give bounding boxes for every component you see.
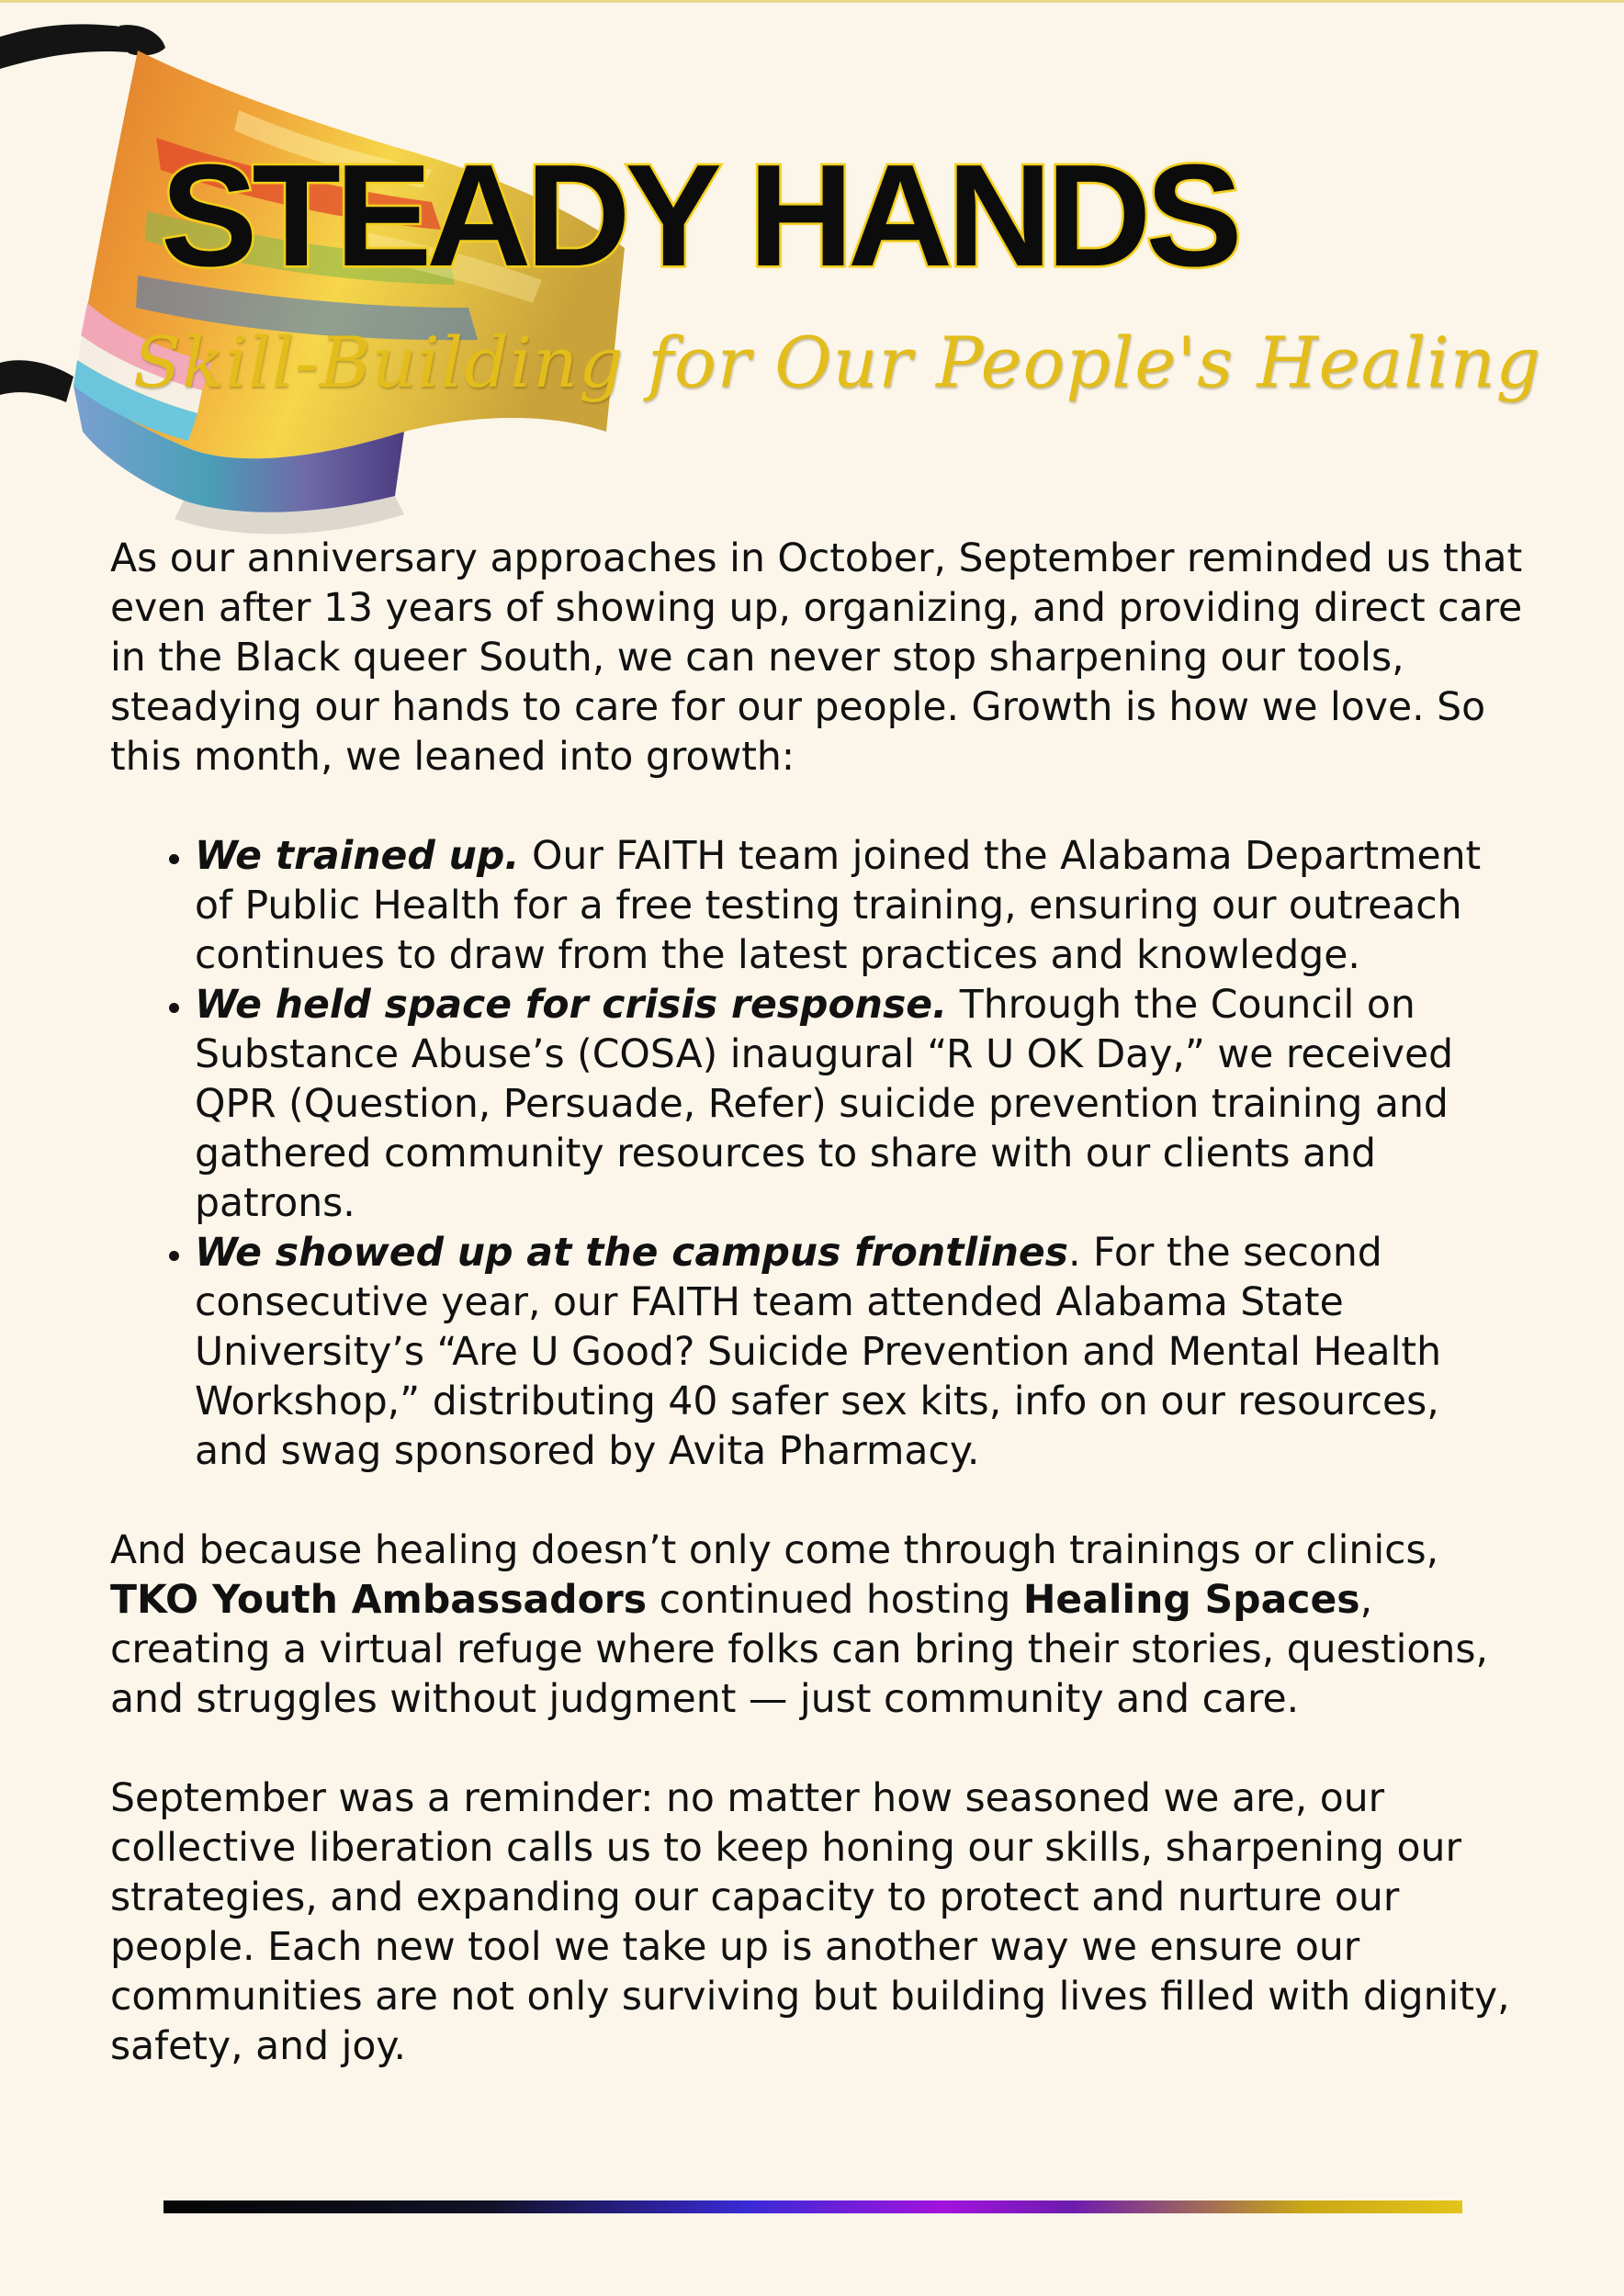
intro-paragraph: As our anniversary approaches in October, September reminded us that even after 13 years of showing up, organizing, and providing direct care in the Black queer South, we can never stop sharpening our tools, steadying our hands to care for our people. Growth is how we love. So this month, we leaned into growth: [110,536,1523,780]
list-item-text: Our FAITH team joined the Alabama Department of Public Health for a free testing training, ensuring our outreach continues to draw from the latest practices and knowledge. [195,834,1482,978]
footer-gradient-bar [164,2200,1462,2213]
healing-spaces-label: Healing Spaces [1022,1578,1360,1623]
paragraph-text: continued hosting [647,1578,1023,1623]
page-subtitle: Skill-Building for Our People's Healing [133,321,1542,403]
article-body [110,535,1525,2072]
paragraph-text: , creating a virtual refuge where folks can bring their stories, questions, and struggles without judgment — just community and care. [110,1578,1488,1722]
list-item [195,981,1525,1229]
page-title: STEADY HANDS [161,135,1237,297]
growth-list [110,832,1525,1477]
list-item-text: . For the second consecutive year, our FAITH team attended Alabama State University’s “Are U Good? Suicide Prevention and Mental Health Workshop,” distributing 40 safer sex kits, info on our resources, and swag sponsored by Avita Pharmacy. [195,1231,1442,1474]
closing-paragraph: September was a reminder: no matter how seasoned we are, our collective liberation calls us to keep honing our skills, sharpening our strategies, and expanding our capacity to protect and nurture our people. Each new tool we take up is another way we ensure our communities are not only surviving but building lives filled with dignity, safety, and joy. [110,1776,1510,2069]
list-item-lead: We showed up at the campus frontlines [195,1231,1068,1276]
list-item-text: Through the Council on Substance Abuse’s (COSA) inaugural “R U OK Day,” we received QPR (Question, Persuade, Refer) suicide prevention training and gathered community resources to share with our clients and patrons. [195,983,1454,1226]
paragraph-text: And because healing doesn’t only come through trainings or clinics, [110,1528,1439,1573]
list-item [195,832,1525,981]
list-item [195,1229,1525,1477]
list-item-lead: We held space for crisis response. [195,983,948,1028]
list-item-lead: We trained up. [195,834,520,879]
healing-spaces-paragraph [110,1526,1525,1725]
tko-youth-ambassadors-label: TKO Youth Ambassadors [110,1578,648,1623]
